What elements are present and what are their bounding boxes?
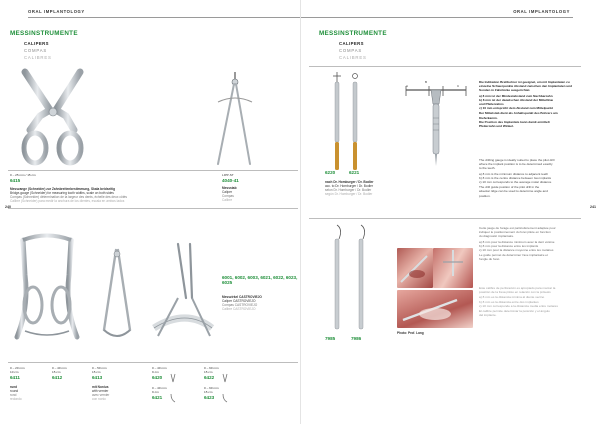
header-rule [301, 17, 573, 18]
text-block-en [479, 158, 579, 198]
text-block-es [479, 286, 579, 317]
clinical-photo [397, 248, 433, 288]
text-line: c) 10 mm pour la distance moyenne entre les molaires [479, 248, 554, 253]
text-line: Die Position des Implantats kann damit ermittelt [479, 119, 550, 124]
clinical-photo-detail [397, 248, 433, 288]
text-line: El calibre permite determinar la posición y el ángulo [479, 309, 550, 314]
measurement-diagram [401, 76, 471, 166]
product-code: 7985 [325, 336, 336, 341]
text-line: c) 10 mm corresponds to the average molar distance [479, 180, 552, 185]
text-line: Kieferkamm. [479, 115, 498, 120]
right-page [300, 0, 600, 424]
product-length: 15 cm [92, 370, 101, 374]
text-line: a) 8 mm es la distancia mínima al diente vecino [479, 295, 545, 300]
caliper-small-illustration [96, 250, 136, 346]
product-code: 6411 [10, 375, 20, 380]
diagram-label-b: B [425, 80, 428, 84]
diagram-label-c: C [457, 84, 460, 88]
product-length: 15 cm [204, 370, 213, 374]
caption-de: nach Dr. Homburger / Dr. Bodler [325, 180, 374, 184]
text-block-de [479, 80, 579, 128]
row-separator [309, 66, 581, 67]
page-number: 240 [5, 205, 11, 209]
product-name-fr: Compas [222, 194, 234, 198]
castroviejo-caliper-illustration [15, 235, 95, 345]
product-size: 0 – 60 mm [204, 386, 219, 390]
product-length: 15 cm [204, 390, 213, 394]
product-size: LIPP-ST [222, 173, 234, 177]
caption-en: acc. to Dr. Homburger / Dr. Bodler [325, 184, 374, 188]
text-line: b) 8 mm pour la distance entre les implants [479, 243, 539, 248]
product-name-en: Caliper CASTROVIEJO [222, 299, 256, 303]
text-line: Cette jauge de forage est particulièrement adaptée pour [479, 226, 556, 230]
tip-straight-icon [170, 374, 176, 382]
clinical-photo-detail [433, 248, 473, 288]
clinical-photo [433, 248, 473, 288]
text-line: The drilling gauge is ideally suited to place the pilot drill [479, 158, 555, 162]
text-block-fr [479, 226, 579, 262]
product-size: 0 – 50 mm [92, 366, 107, 370]
text-line: posición de la fresa piloto en relación con la prótesis [479, 290, 551, 295]
text-line: indiquer le positionnement du foret pilote en fonction [479, 230, 551, 235]
clinical-photo [397, 290, 473, 328]
subtitle-en: CALIPERS [24, 41, 49, 46]
product-length: 10 cm [10, 370, 19, 374]
product-code: 6221 [349, 170, 360, 175]
text-line: The drill guide position of the pilot drill in the [479, 185, 540, 190]
variant-fr: rond [10, 393, 17, 397]
product-code: 4040-41 [222, 178, 239, 183]
page-header: ORAL IMPLANTOLOGY [513, 9, 570, 14]
product-code: 6420 [152, 375, 163, 380]
subtitle-es: CALIBRES [24, 55, 52, 60]
tip-curved-icon [222, 394, 228, 402]
subtitle-fr: COMPAS [339, 48, 363, 53]
diagram-label-a: A [406, 84, 409, 88]
product-size: 0 – 40 mm [52, 366, 67, 370]
text-line: und Pfeilerzahns [479, 102, 504, 107]
product-code: 6220 [325, 170, 336, 175]
product-size: 0 – 60 mm [204, 366, 219, 370]
product-codes-castroviejo: 6001, 6002, 6003, 6021, 6022, 6023, 6025 [222, 275, 298, 286]
variant-en: with vernier [92, 389, 109, 393]
text-line: to the teeth. [479, 166, 496, 171]
text-line: Die Indikation Brettbohrer ist geeignet, um mit Implantaten zu [479, 80, 570, 84]
text-line: b) 8 mm es la distancia entre dos implantes [479, 299, 539, 304]
product-name: Messstab [222, 186, 237, 190]
text-line: l'angle du foret. [479, 257, 501, 262]
probe-illustration [351, 225, 371, 335]
text-line: b) 8 mm ist der dazwischen Abstand der Mittellinie [479, 97, 554, 102]
caption-es: según Dr. Homburger / Dr. Bodler [325, 192, 373, 196]
variant-fr: avec vernier [92, 393, 110, 397]
section-title: MESSINSTRUMENTE [10, 30, 78, 37]
bridge-gauge-illustration [20, 70, 90, 170]
text-line: du diagnostic implantaire. [479, 234, 515, 239]
page-number: 241 [590, 205, 596, 209]
caliper-illustration [210, 72, 260, 167]
text-line: position. [479, 193, 491, 198]
photo-credit: Photo: Prof. Lang [397, 331, 424, 335]
variant-en: round [10, 389, 19, 393]
variant-es: con nonio [92, 397, 106, 401]
product-code: 7986 [351, 336, 362, 341]
drilling-gauge-illustration [345, 72, 365, 172]
product-size: 0 – 40 mm [152, 386, 167, 390]
product-code: 6413 [92, 375, 103, 380]
subtitle-en: CALIPERS [339, 41, 364, 46]
product-size: 0 – 20 mm [10, 366, 25, 370]
product-code: 6412 [52, 375, 63, 380]
product-name: Messzirkel CASTROVIEJO [222, 295, 262, 299]
row-separator [8, 208, 298, 209]
variant-es: redondo [10, 397, 22, 401]
clinical-photo-detail [397, 290, 473, 328]
text-line: einzelne Schwerpunkte Abstand zwischen den Implantaten und [479, 84, 573, 89]
tip-curved-icon [170, 394, 176, 402]
product-name-es: Calibre [222, 198, 233, 202]
text-line: where the implant position is to be determined exactly [479, 162, 553, 167]
drilling-gauge-illustration [327, 72, 347, 172]
text-line: a) 8 mm pour la distance minimum avec la dent voisine [479, 239, 555, 244]
row-separator [8, 362, 298, 363]
product-size: 0 – 40 mm [152, 366, 167, 370]
description-es: Calibre (Schneider) para medir la anchura de los dientes, escala en ambos lados [10, 199, 125, 203]
text-line: Der Mittelstab dient als Anhaltspunkt des Bohrers am [479, 111, 558, 116]
product-code: 6421 [152, 395, 163, 400]
text-line: Le guide permet de déterminer l'axe implantaire et [479, 253, 548, 258]
angled-caliper-illustration [150, 238, 220, 348]
product-name-fr: Compas CASTROVIEJO [222, 303, 258, 307]
row-separator [309, 218, 581, 219]
text-line: c) 10 mm corresponde a la distancia media entre molares [479, 303, 558, 308]
product-length: 15 cm [52, 370, 61, 374]
text-line: c) 10 mm entspricht dem Abstand zum Mittelpunkt [479, 106, 553, 111]
section-title: MESSINSTRUMENTE [319, 30, 387, 37]
product-code: 6422 [204, 375, 215, 380]
description-en: Bridge-gauge (Schneider) for measuring tooth widths, scale on both sides [10, 191, 114, 195]
page-header: ORAL IMPLANTOLOGY [28, 9, 85, 14]
row-separator [8, 170, 298, 171]
description-fr: Compas (Schneider) détermination de la largeur des dents, échelle des deux côtés [10, 195, 127, 199]
text-line: Pfeilerzahn und Winkel. [479, 124, 514, 129]
variant-de: rund [10, 385, 18, 389]
product-size: 0 – 25 mm / 15 cm [10, 173, 36, 177]
product-length: 9 cm [152, 370, 159, 374]
product-length: 9 cm [152, 390, 159, 394]
product-name-es: Calibre CASTROVIEJO [222, 307, 256, 311]
text-line: a) 8 mm ist der Mindestabstand zum Nachbarzahn [479, 93, 553, 98]
tip-straight-icon [222, 374, 228, 382]
product-name-en: Caliper [222, 190, 233, 194]
probe-illustration [327, 225, 347, 335]
description-de: Messzange (Schneider) zur Zahnbreitenbestimmung, Skala beidseitig [10, 187, 116, 191]
subtitle-fr: COMPAS [24, 48, 48, 53]
subtitle-es: CALIBRES [339, 55, 367, 60]
text-line: Este calibre de perforación es apropiado para marcar la [479, 286, 556, 290]
text-line: b) 8 mm is the centre distance between two implants [479, 175, 552, 180]
text-line: del implante. [479, 313, 497, 318]
caption-fr: selon Dr. Homburger / Dr. Bodler [325, 188, 372, 192]
text-line: a) 8 mm is the minimum distance to adjacent teeth [479, 171, 549, 176]
header-rule [28, 17, 300, 18]
product-code: 6423 [204, 395, 215, 400]
product-code: 6415 [10, 178, 21, 183]
text-line: Sonden in Zahnlücke ausgerichtet. [479, 88, 531, 93]
text-line: alveolar ridge can be used to determine angle and [479, 189, 548, 194]
variant-de: mit Nonius [92, 385, 109, 389]
